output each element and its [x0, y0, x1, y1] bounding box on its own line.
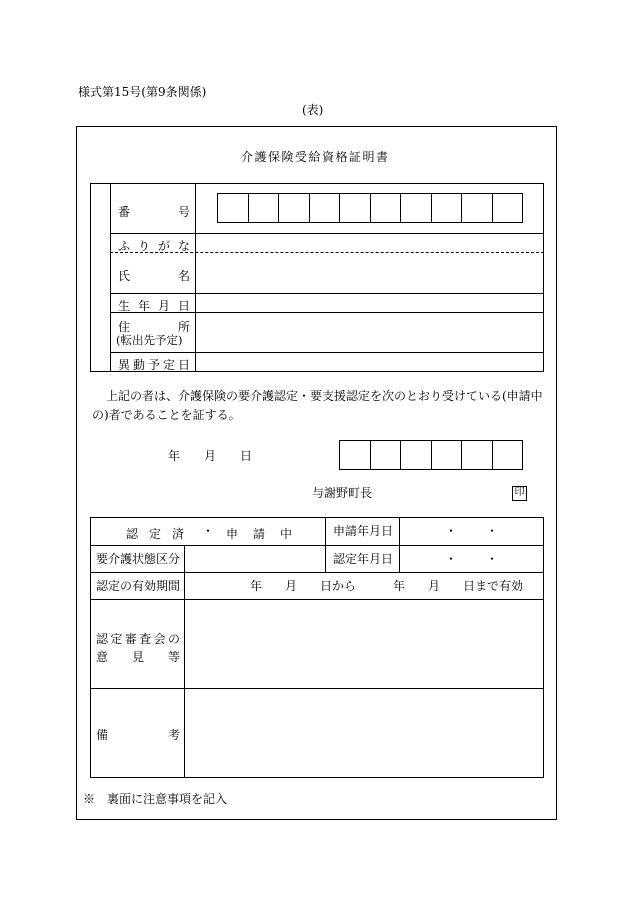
number-digit-box[interactable] — [371, 193, 402, 223]
number-digit-box[interactable] — [462, 193, 493, 223]
number-digit-box[interactable] — [279, 193, 310, 223]
address-label: 住 所 — [118, 320, 190, 334]
validity-label: 認定の有効期間 — [96, 579, 181, 593]
birthdate-label: 生 年 月 日 — [118, 299, 190, 313]
date-day-label: 日 — [240, 449, 253, 463]
number-label: 番 号 — [118, 205, 190, 219]
name-label: 氏 名 — [118, 269, 190, 283]
certification-date-field[interactable] — [400, 546, 543, 572]
certification-text-line2: の)者であることを証する。 — [92, 408, 241, 422]
application-date-dot: ・ — [445, 524, 458, 538]
number-digit-box[interactable] — [432, 193, 463, 223]
committee-opinion-field[interactable] — [185, 600, 543, 688]
remarks-field[interactable] — [185, 689, 543, 777]
divider — [90, 183, 91, 371]
number-digit-box[interactable] — [340, 193, 371, 223]
certification-date-dot: ・ — [486, 552, 499, 566]
date-digit-box[interactable] — [340, 440, 371, 470]
seal-mark: 印 — [512, 486, 527, 501]
form-number: 様式第15号(第9条関係) — [78, 85, 207, 99]
date-digit-box[interactable] — [401, 440, 432, 470]
number-digit-box[interactable] — [493, 193, 524, 223]
number-digit-box[interactable] — [401, 193, 432, 223]
number-digit-box[interactable] — [310, 193, 341, 223]
divider — [543, 517, 544, 778]
move-date-field[interactable] — [196, 353, 543, 371]
application-date-label: 申請年月日 — [333, 524, 394, 538]
status-certified[interactable]: 認 定 済 — [126, 527, 184, 541]
care-level-field[interactable] — [185, 546, 325, 572]
certification-date-field[interactable] — [339, 440, 523, 470]
move-date-label: 異 動 予 定 日 — [118, 358, 190, 372]
status-separator: ・ — [202, 524, 215, 538]
address-field[interactable] — [196, 313, 543, 352]
date-digit-box[interactable] — [432, 440, 463, 470]
date-digit-box[interactable] — [371, 440, 402, 470]
number-digit-box[interactable] — [249, 193, 280, 223]
form-title: 介護保険受給資格証明書 — [241, 150, 390, 164]
certification-date-dot: ・ — [445, 552, 458, 566]
validity-field[interactable] — [185, 573, 543, 599]
divider — [90, 183, 544, 184]
address-note: (転出先予定) — [116, 333, 183, 347]
certification-date-label: 認定年月日 — [333, 552, 394, 566]
application-date-field[interactable] — [400, 518, 543, 545]
divider — [90, 777, 544, 778]
date-digit-box[interactable] — [493, 440, 524, 470]
number-field[interactable] — [217, 193, 523, 223]
signer-label: 与謝野町長 — [312, 486, 373, 500]
page-side-label: (表) — [302, 103, 324, 117]
care-level-label: 要介護状態区分 — [96, 552, 181, 566]
furigana-field[interactable] — [196, 234, 543, 252]
number-digit-box[interactable] — [218, 193, 249, 223]
date-month-label: 月 — [204, 449, 217, 463]
divider — [110, 183, 111, 371]
remarks-label: 備 考 — [96, 728, 180, 742]
certification-text-line1: 上記の者は、介護保険の要介護認定・要支援認定を次のとおり受けている(申請中 — [106, 389, 543, 403]
validity-until-month: 月 — [428, 579, 441, 593]
birthdate-field[interactable] — [196, 294, 543, 312]
footnote: ※ 裏面に注意事項を記入 — [83, 792, 228, 806]
date-year-label: 年 — [168, 449, 181, 463]
date-digit-box[interactable] — [462, 440, 493, 470]
status-applying[interactable]: 申 請 中 — [226, 527, 292, 541]
furigana-label: ふ り が な — [118, 239, 190, 253]
validity-until-day: 日まで有効 — [463, 579, 524, 593]
validity-from-year: 年 — [250, 579, 263, 593]
divider — [543, 183, 544, 371]
validity-from-day: 日から — [320, 579, 357, 593]
divider — [90, 517, 91, 778]
divider — [325, 517, 326, 572]
committee-label-line2: 意 見 等 — [96, 650, 180, 664]
name-field[interactable] — [196, 253, 543, 293]
validity-until-year: 年 — [393, 579, 406, 593]
validity-from-month: 月 — [285, 579, 298, 593]
committee-label-line1: 認 定 審 査 会 の — [96, 632, 180, 646]
application-date-dot: ・ — [486, 524, 499, 538]
